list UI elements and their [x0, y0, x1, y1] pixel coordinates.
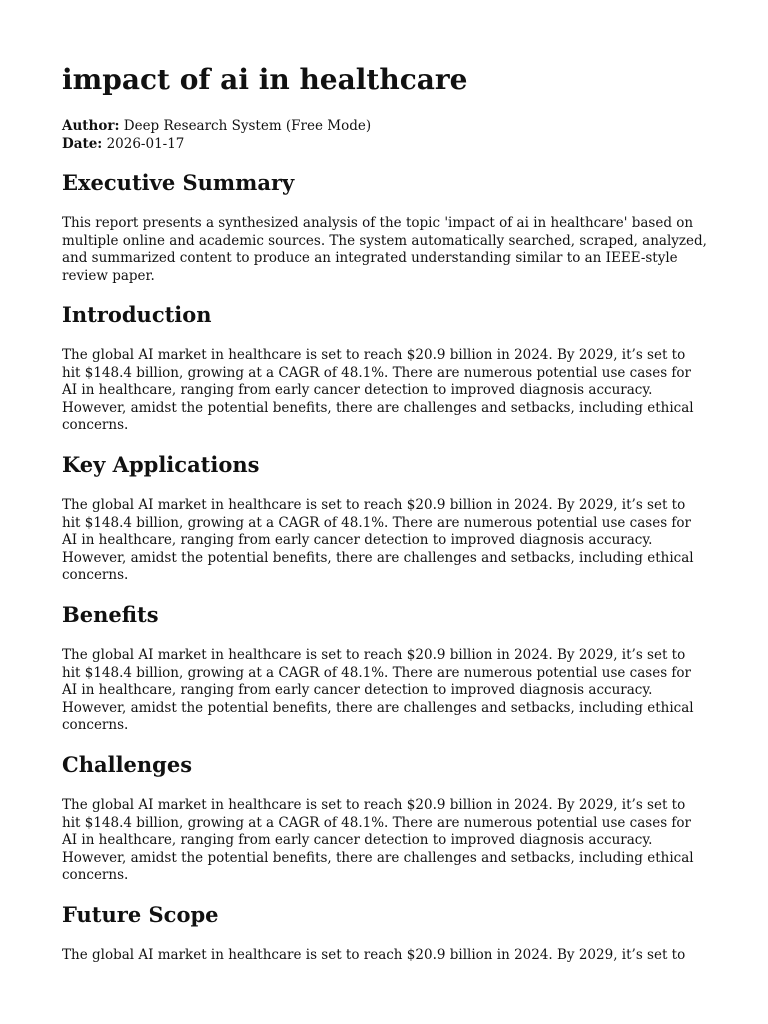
body-line: The global AI market in healthcare is set to reach $20.9 billion in 2024. By 2029, it’s set to	[62, 497, 686, 513]
body-line: The global AI market in healthcare is set to reach $20.9 billion in 2024. By 2029, it’s set to	[62, 347, 686, 363]
section-body-key-applications	[62, 497, 712, 585]
body-line: hit $148.4 billion, growing at a CAGR of 48.1%. There are numerous potential use cases for	[62, 664, 691, 681]
body-line: However, amidst the potential benefits, there are challenges and setbacks, including ethical	[62, 549, 694, 566]
author-line	[62, 117, 371, 135]
body-line: concerns.	[62, 867, 129, 883]
section-body-benefits	[62, 647, 712, 735]
body-line: and summarized content to produce an integrated understanding similar to an IEEE-style	[62, 250, 678, 266]
section-heading-future-scope: Future Scope	[62, 902, 219, 927]
date-label: Date:	[62, 136, 103, 152]
body-line: hit $148.4 billion, growing at a CAGR of 48.1%. There are numerous potential use cases for	[62, 514, 691, 531]
body-line: concerns.	[62, 717, 129, 733]
date-value: 2026-01-17	[106, 136, 185, 152]
body-line: review paper.	[62, 267, 155, 284]
author-value: Deep Research System (Free Mode)	[123, 118, 372, 134]
body-line: hit $148.4 billion, growing at a CAGR of 48.1%. There are numerous potential use cases for	[62, 364, 691, 381]
body-line: hit $148.4 billion, growing at a CAGR of 48.1%. There are numerous potential use cases for	[62, 814, 691, 831]
body-line: However, amidst the potential benefits, there are challenges and setbacks, including ethical	[62, 399, 694, 416]
body-line: However, amidst the potential benefits, there are challenges and setbacks, including ethical	[62, 699, 694, 716]
section-heading-challenges: Challenges	[62, 752, 193, 777]
section-heading-key-applications: Key Applications	[62, 452, 260, 477]
body-line: The global AI market in healthcare is set to reach $20.9 billion in 2024. By 2029, it’s set to	[62, 797, 686, 813]
section-body-executive-summary	[62, 215, 712, 285]
section-body-challenges	[62, 797, 712, 885]
body-line: AI in healthcare, ranging from early cancer detection to improved diagnosis accuracy.	[62, 382, 653, 398]
section-heading-executive-summary: Executive Summary	[62, 170, 295, 195]
body-line: However, amidst the potential benefits, there are challenges and setbacks, including ethical	[62, 849, 694, 866]
body-line: AI in healthcare, ranging from early cancer detection to improved diagnosis accuracy.	[62, 532, 653, 548]
body-line: concerns.	[62, 567, 129, 583]
body-line: AI in healthcare, ranging from early cancer detection to improved diagnosis accuracy.	[62, 682, 653, 698]
body-line: The global AI market in healthcare is set to reach $20.9 billion in 2024. By 2029, it’s set to	[62, 647, 686, 663]
author-label: Author:	[62, 118, 120, 134]
section-body-introduction	[62, 347, 712, 435]
report-meta	[62, 117, 371, 153]
report-title: impact of ai in healthcare	[62, 63, 468, 96]
section-heading-introduction: Introduction	[62, 302, 212, 327]
body-line: AI in healthcare, ranging from early cancer detection to improved diagnosis accuracy.	[62, 832, 653, 848]
date-line	[62, 135, 371, 153]
body-line: multiple online and academic sources. The system automatically searched, scraped, analyzed,	[62, 232, 707, 249]
body-line: concerns.	[62, 417, 129, 433]
body-line: This report presents a synthesized analysis of the topic 'impact of ai in healthcare' based on	[62, 215, 694, 231]
section-body-future-scope	[62, 947, 712, 965]
section-heading-benefits: Benefits	[62, 602, 159, 627]
body-line: The global AI market in healthcare is set to reach $20.9 billion in 2024. By 2029, it’s set to	[62, 947, 686, 963]
